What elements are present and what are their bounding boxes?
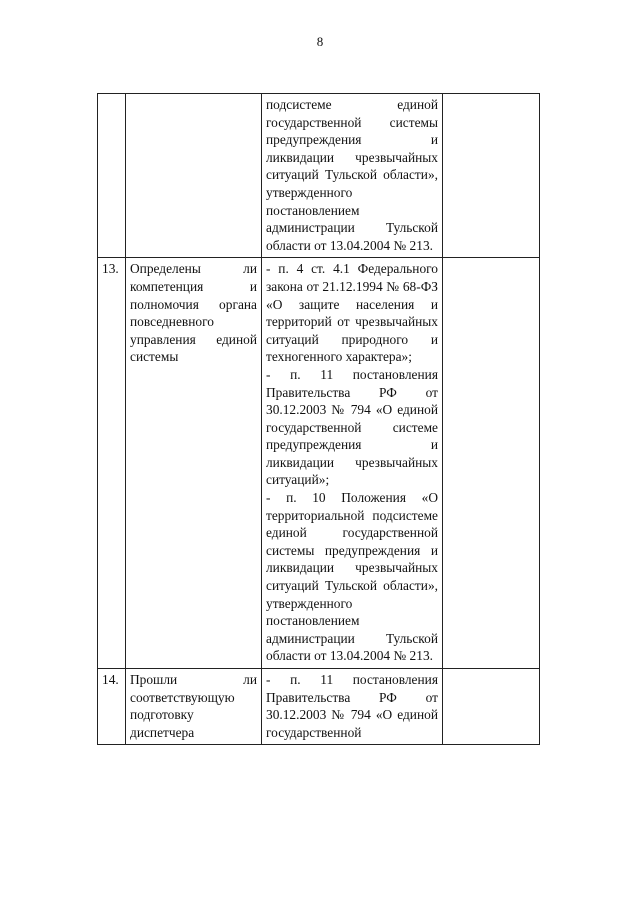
row-number-cell: 13.	[98, 258, 126, 669]
legal-basis-item: - п. 10 Положения «О территориальной подсистеме единой государственной системы предупреждения и ликвидации чрезвычайных ситуаций Тульской области», утвержденного постановлением администрации Тульской области от 13.04.2004 № 213.	[266, 490, 438, 664]
table-row	[98, 669, 540, 745]
checklist-table	[97, 93, 540, 745]
legal-basis-cell	[262, 258, 443, 669]
mark-cell	[443, 669, 540, 745]
table-row	[98, 94, 540, 258]
legal-basis-item: - п. 11 постановления Правительства РФ от 30.12.2003 № 794 «О единой государственной	[266, 672, 438, 740]
table-row	[98, 258, 540, 669]
requirement-text: Прошли ли соответствующую подготовку диспетчера	[130, 672, 257, 740]
page-number: 8	[316, 34, 324, 49]
legal-basis-cell	[262, 94, 443, 258]
legal-basis-item: - п. 4 ст. 4.1 Федерального закона от 21.12.1994 № 68-ФЗ «О защите населения и территорий от чрезвычайных ситуаций природного и техногенного характера»;	[266, 261, 438, 365]
row-number-cell	[98, 94, 126, 258]
row-number-cell: 14.	[98, 669, 126, 745]
mark-cell	[443, 258, 540, 669]
mark-cell	[443, 94, 540, 258]
requirement-cell	[126, 258, 262, 669]
legal-basis-item: - п. 11 постановления Правительства РФ от 30.12.2003 № 794 «О единой государственной системе предупреждения и ликвидации чрезвычайных ситуаций»;	[266, 366, 438, 488]
legal-basis-cell	[262, 669, 443, 745]
legal-basis-item: подсистеме единой государственной системы предупреждения и ликвидации чрезвычайных ситуаций Тульской области», утвержденного постановлением администрации Тульской области от 13.04.2004 № 213.	[266, 97, 438, 253]
requirement-cell	[126, 669, 262, 745]
requirement-cell	[126, 94, 262, 258]
requirement-text: Определены ли компетенция и полномочия органа повседневного управления единой системы	[130, 261, 257, 365]
